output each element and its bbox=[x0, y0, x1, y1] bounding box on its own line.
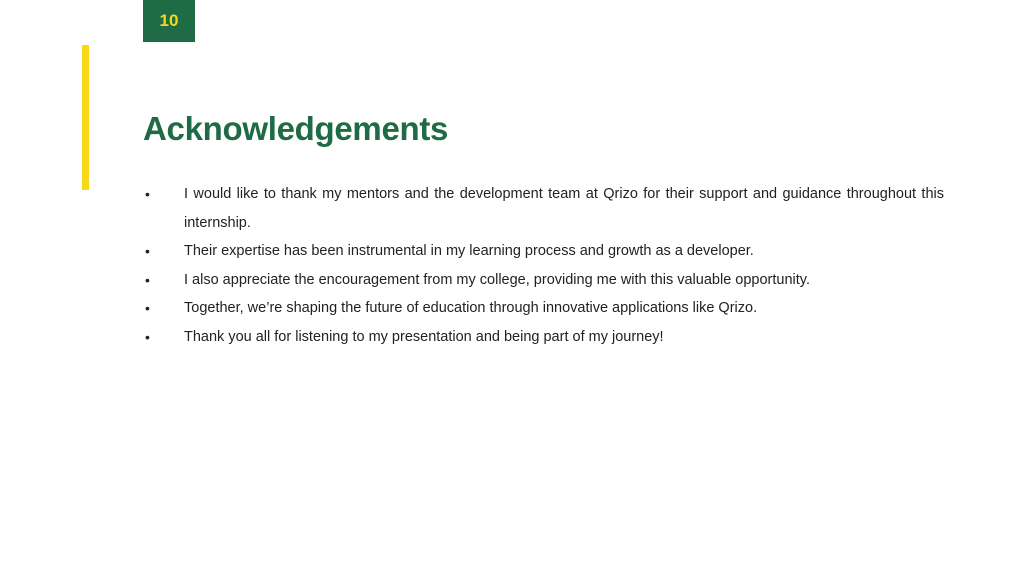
bullet-item bbox=[143, 237, 944, 266]
bullet-text: Their expertise has been instrumental in my learning process and growth as a developer. bbox=[184, 243, 754, 259]
page-number-badge bbox=[143, 0, 195, 42]
bullet-icon: • bbox=[145, 300, 150, 316]
accent-bar bbox=[82, 45, 89, 190]
bullet-text: I would like to thank my mentors and the development team at Qrizo for their support and guidance throughout this internship. bbox=[184, 186, 944, 231]
bullet-icon: • bbox=[145, 186, 150, 202]
page-number: 10 bbox=[159, 11, 179, 30]
bullet-text: I also appreciate the encouragement from my college, providing me with this valuable opportunity. bbox=[184, 271, 810, 288]
bullet-item bbox=[143, 294, 944, 323]
bullet-icon: • bbox=[145, 328, 150, 345]
bullet-text: Thank you all for listening to my presentation and being part of my journey! bbox=[184, 328, 664, 345]
bullet-icon: • bbox=[145, 243, 150, 259]
bullet-text: Together, we’re shaping the future of education through innovative applications like Qrizo. bbox=[184, 300, 758, 316]
bullet-item bbox=[143, 323, 944, 352]
slide-title: Acknowledgements bbox=[143, 110, 449, 147]
bullet-item bbox=[143, 180, 944, 237]
bullet-icon: • bbox=[145, 271, 150, 288]
bullet-item bbox=[143, 266, 944, 295]
bullet-list bbox=[143, 180, 944, 351]
